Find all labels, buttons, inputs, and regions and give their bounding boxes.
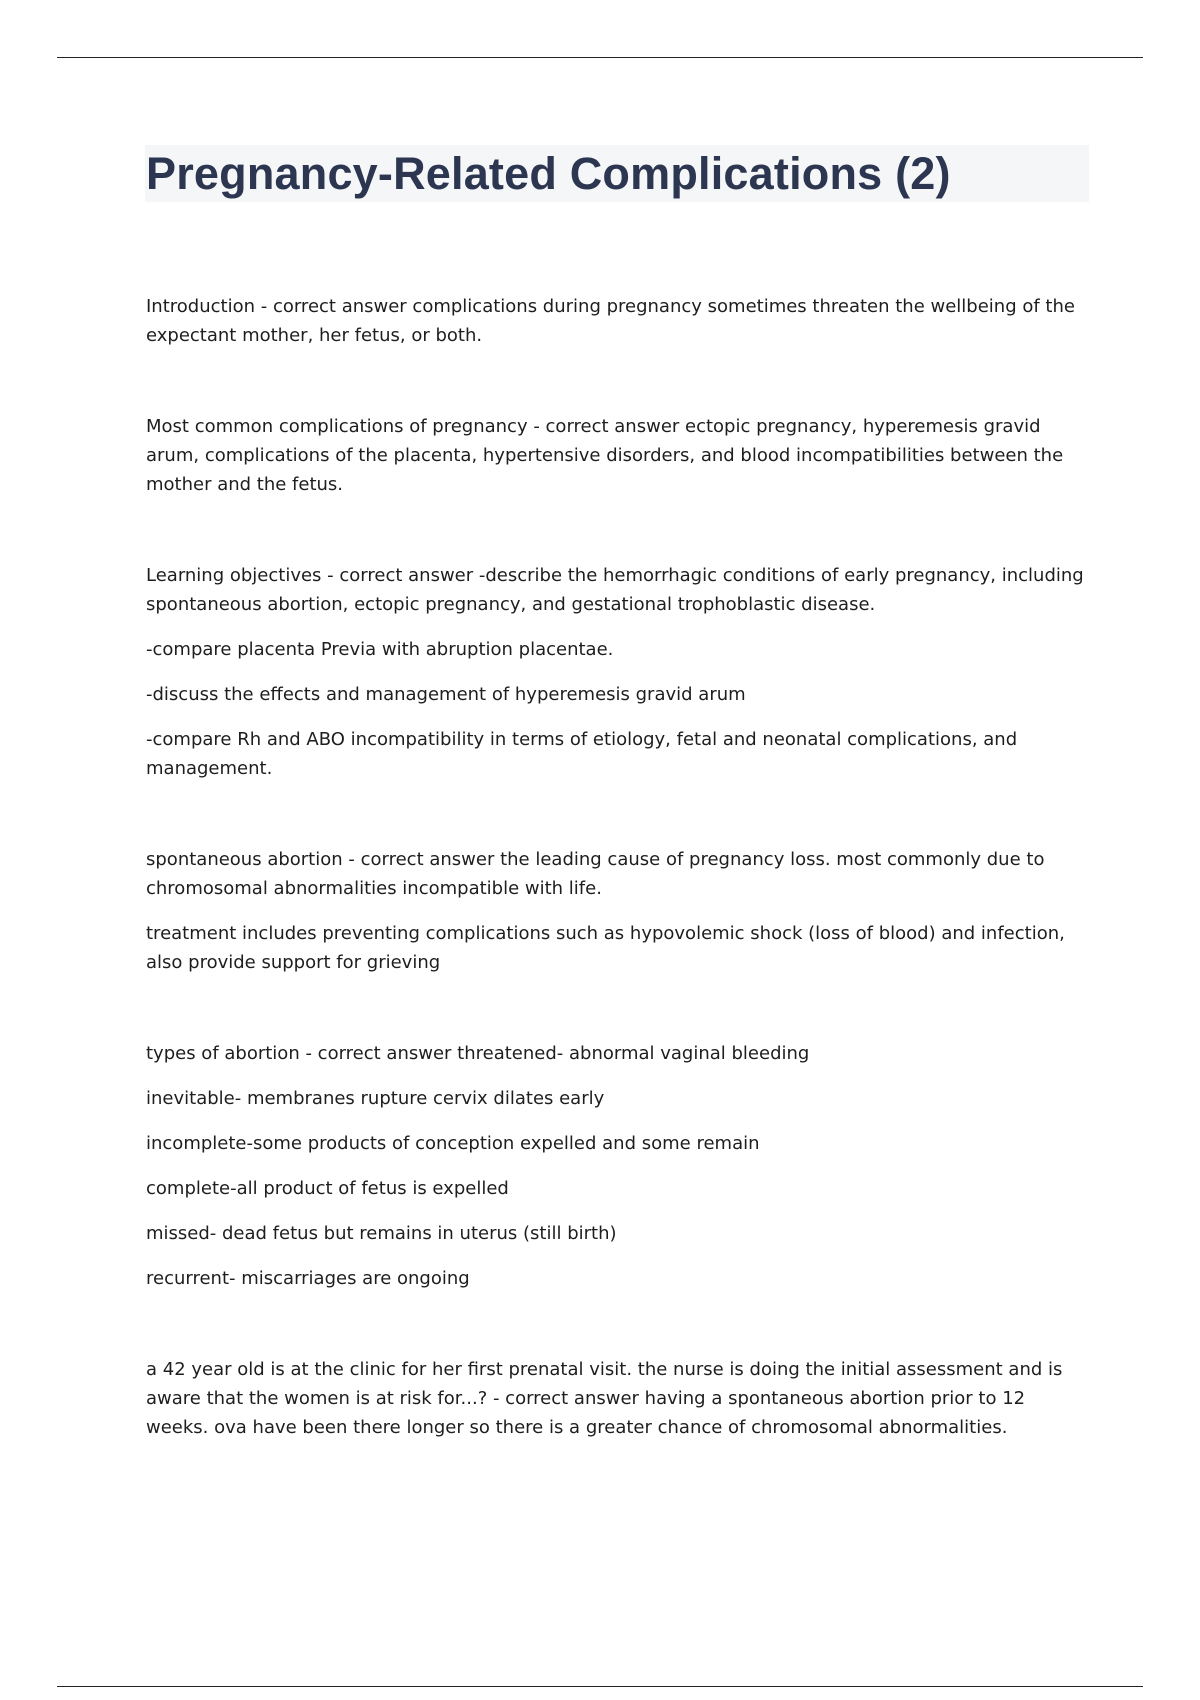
- header-rule: [57, 57, 1143, 58]
- paragraph: -compare placenta Previa with abruption placentae.: [146, 639, 614, 660]
- section-introduction: [146, 292, 1086, 350]
- section-case-question: [146, 1355, 1086, 1442]
- paragraph: complete-all product of fetus is expelled: [146, 1178, 509, 1199]
- paragraph: incomplete-some products of conception expelled and some remain: [146, 1133, 760, 1154]
- paragraph: Most common complications of pregnancy - correct answer ectopic pregnancy, hyperemesis gravid arum, complications of the placenta, hypertensive disorders, and blood incompatibilities between the mother and the fetus.: [146, 416, 1064, 495]
- section-learning-objectives: [146, 561, 1086, 783]
- paragraph: recurrent- miscarriages are ongoing: [146, 1268, 470, 1289]
- paragraph: a 42 year old is at the clinic for her first prenatal visit. the nurse is doing the initial assessment and is aware that the women is at risk for...? - correct answer having a spontaneous abortion prior to 12 weeks. ova have been there longer so there is a greater chance of chromosomal abnormalities.: [146, 1359, 1063, 1438]
- section-spontaneous-abortion: [146, 845, 1086, 977]
- paragraph: Introduction - correct answer complications during pregnancy sometimes threaten the wellbeing of the expectant mother, her fetus, or both.: [146, 296, 1075, 346]
- document-body: [146, 292, 1086, 1442]
- paragraph: types of abortion - correct answer threatened- abnormal vaginal bleeding: [146, 1043, 810, 1064]
- paragraph: missed- dead fetus but remains in uterus (still birth): [146, 1223, 617, 1244]
- section-types-of-abortion: [146, 1039, 1086, 1293]
- paragraph: Learning objectives - correct answer -describe the hemorrhagic conditions of early pregnancy, including spontaneous abortion, ectopic pregnancy, and gestational trophoblastic disease.: [146, 565, 1084, 615]
- page-title: Pregnancy-Related Complications (2): [146, 148, 951, 199]
- footer-rule: [57, 1686, 1143, 1687]
- paragraph: spontaneous abortion - correct answer the leading cause of pregnancy loss. most commonly due to chromosomal abnormalities incompatible with life.: [146, 849, 1045, 899]
- paragraph: -compare Rh and ABO incompatibility in terms of etiology, fetal and neonatal complications, and management.: [146, 729, 1018, 779]
- paragraph: treatment includes preventing complications such as hypovolemic shock (loss of blood) and infection, also provide support for grieving: [146, 923, 1065, 973]
- paragraph: inevitable- membranes rupture cervix dilates early: [146, 1088, 605, 1109]
- paragraph: -discuss the effects and management of hyperemesis gravid arum: [146, 684, 746, 705]
- section-common-complications: [146, 412, 1086, 499]
